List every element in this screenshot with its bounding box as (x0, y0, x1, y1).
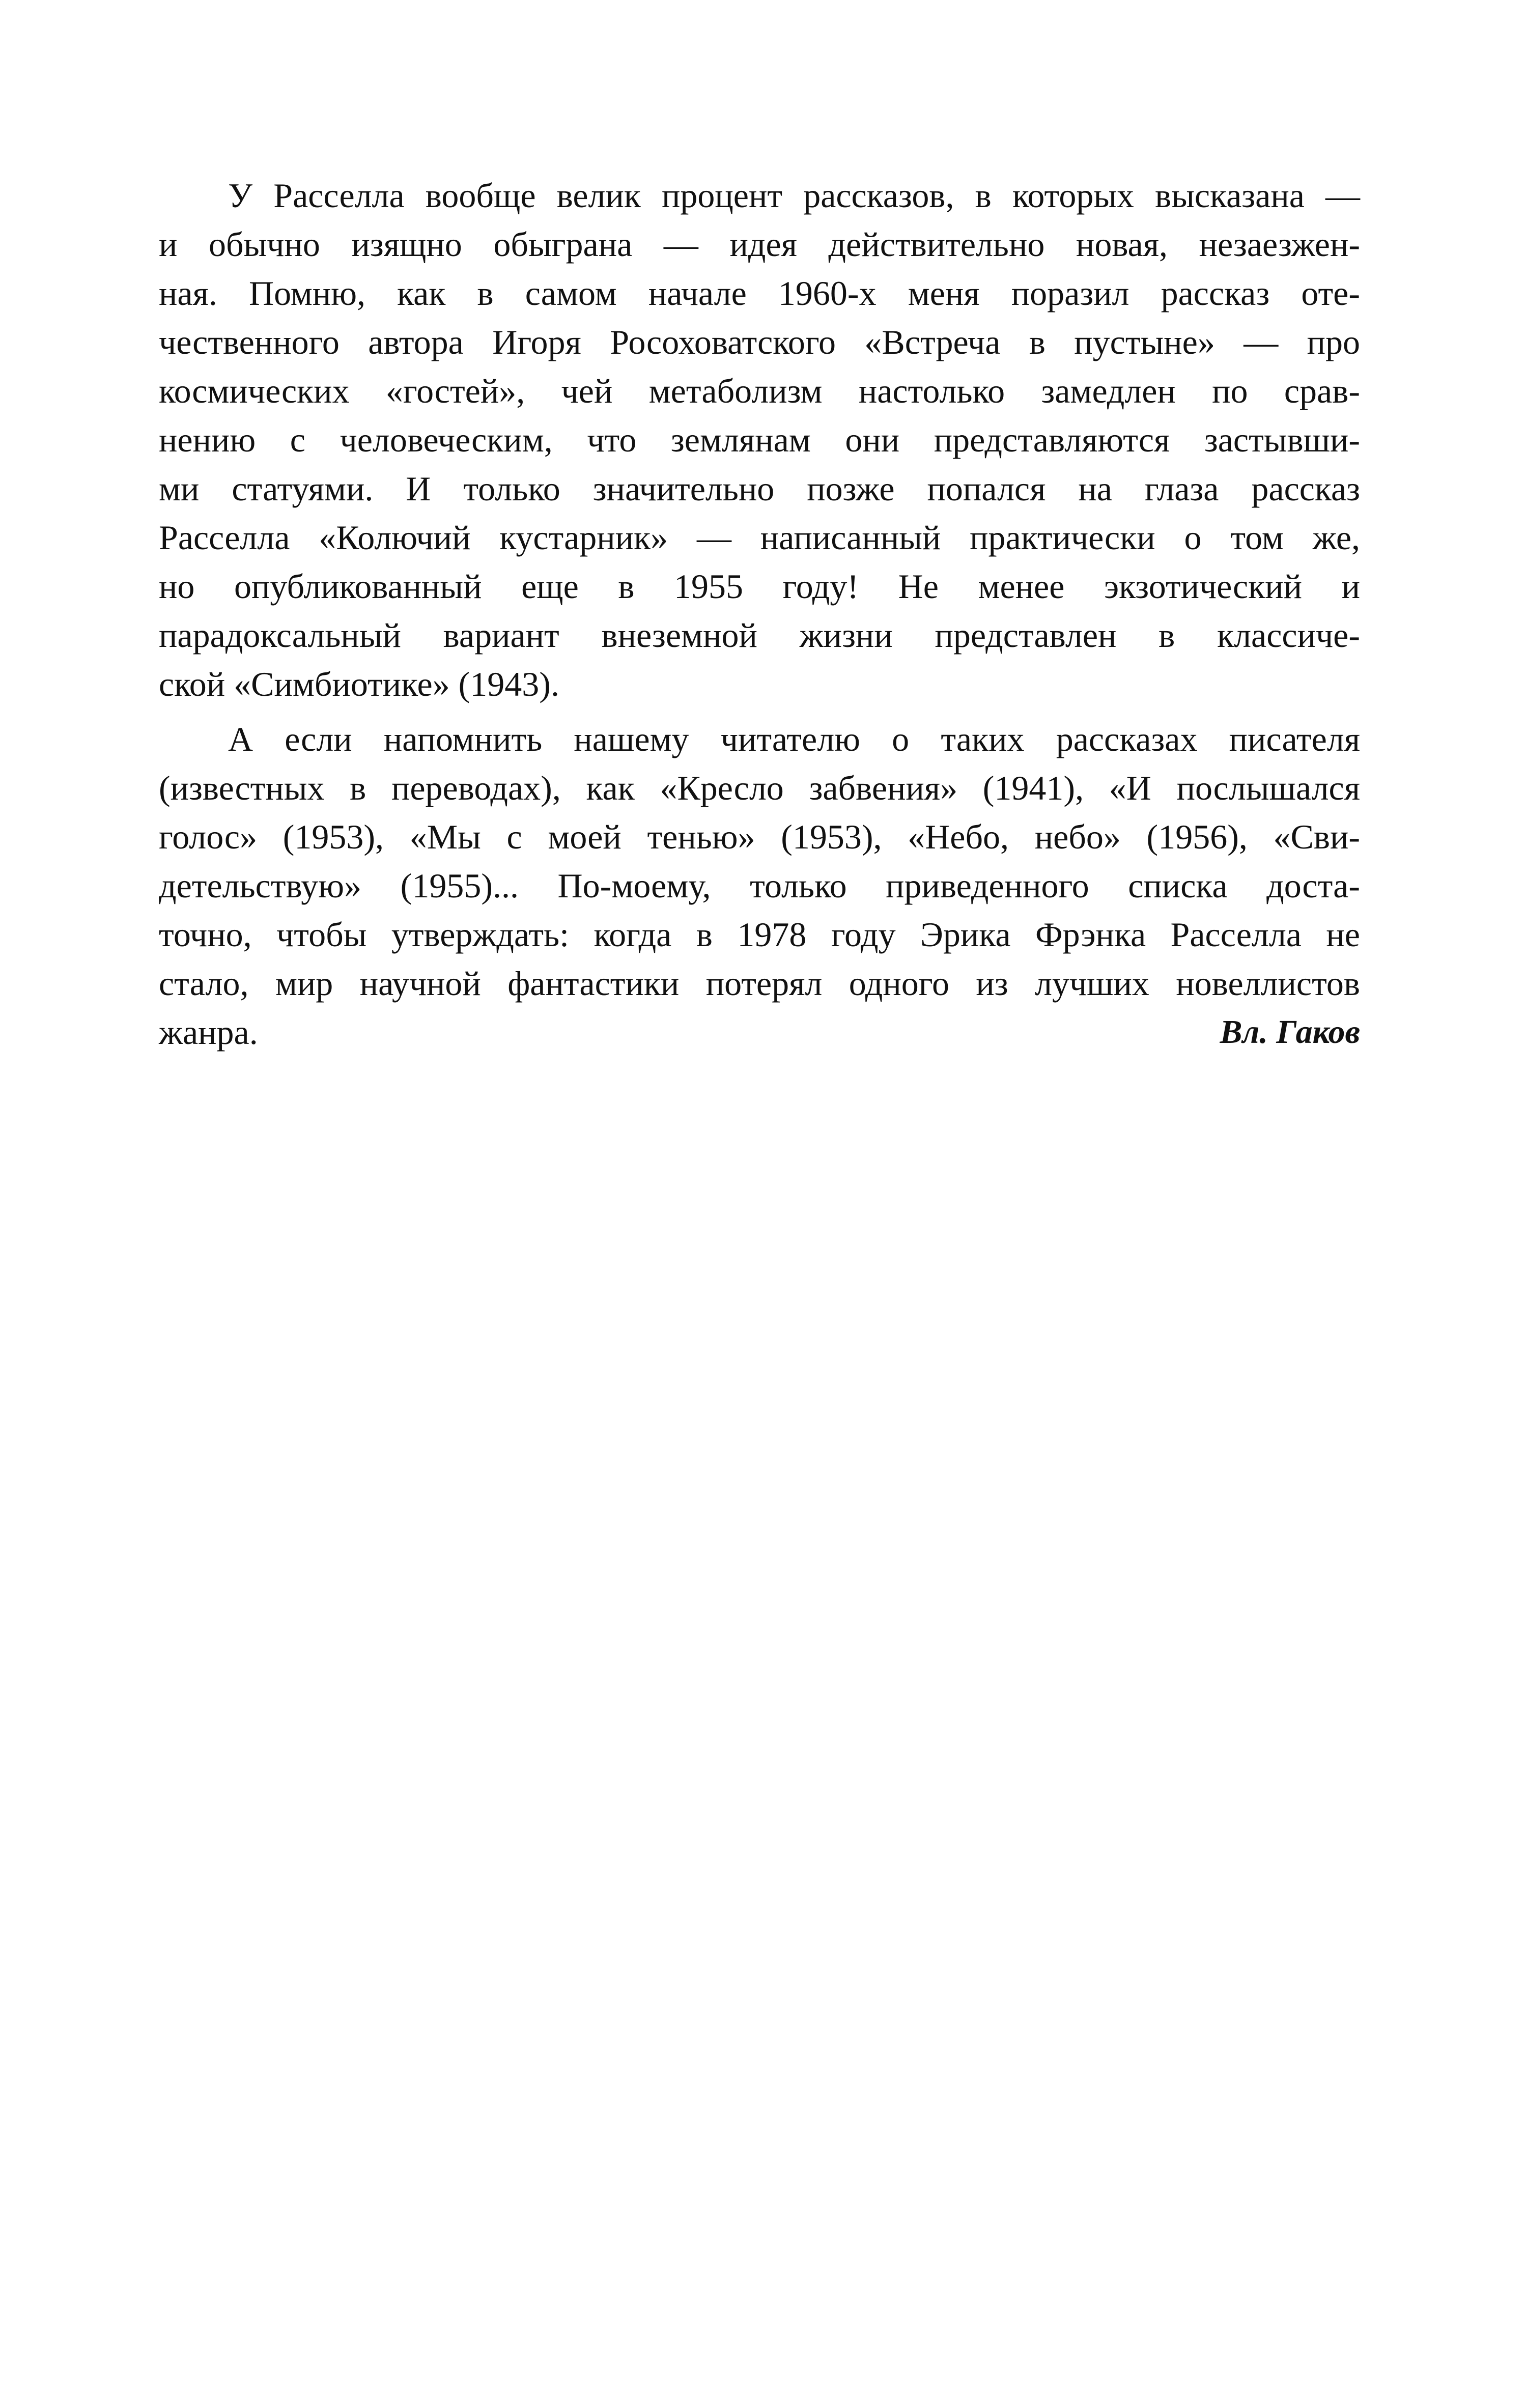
text-line: космических «гостей», чей метаболизм настолько замедлен по срав- (159, 372, 1360, 410)
text-line: жанра. (159, 1013, 258, 1052)
text-line: Расселла «Колючий кустарник» — написанный практически о том же, (159, 518, 1360, 557)
text-line: А если напомнить нашему читателю о таких рассказах писателя (228, 720, 1360, 758)
text-line: нению с человеческим, что землянам они представляются застывши- (159, 420, 1360, 459)
text-line: и обычно изящно обыграна — идея действительно новая, незаезжен- (159, 225, 1360, 264)
text-line: ная. Помню, как в самом начале 1960-х меня поразил рассказ оте- (159, 274, 1360, 313)
paragraph-1 (159, 171, 1360, 709)
author-signature: Вл. Гаков (1220, 1013, 1360, 1051)
text-line: стало, мир научной фантастики потерял одного из лучших новеллистов (159, 964, 1360, 1003)
article-text (159, 171, 1360, 1057)
paragraph-2 (159, 715, 1360, 1057)
text-line: У Расселла вообще велик процент рассказов, в которых высказана — (228, 176, 1360, 215)
text-line: но опубликованный еще в 1955 году! Не менее экзотический и (159, 567, 1360, 606)
text-line: ми статуями. И только значительно позже попался на глаза рассказ (159, 469, 1360, 508)
text-line: чественного автора Игоря Росоховатского «Встреча в пустыне» — про (159, 323, 1360, 361)
text-line: (известных в переводах), как «Кресло забвения» (1941), «И послышался (159, 769, 1360, 807)
text-line: точно, чтобы утверждать: когда в 1978 году Эрика Фрэнка Расселла не (159, 915, 1360, 954)
text-line: голос» (1953), «Мы с моей тенью» (1953), «Небо, небо» (1956), «Сви- (159, 817, 1360, 856)
paragraph-spacer (159, 709, 1360, 715)
text-line: ской «Симбиотике» (1943). (159, 665, 559, 703)
text-line: детельствую» (1955)... По-моему, только приведенного списка доста- (159, 866, 1360, 905)
text-line: парадоксальный вариант внеземной жизни представлен в классиче- (159, 616, 1360, 655)
